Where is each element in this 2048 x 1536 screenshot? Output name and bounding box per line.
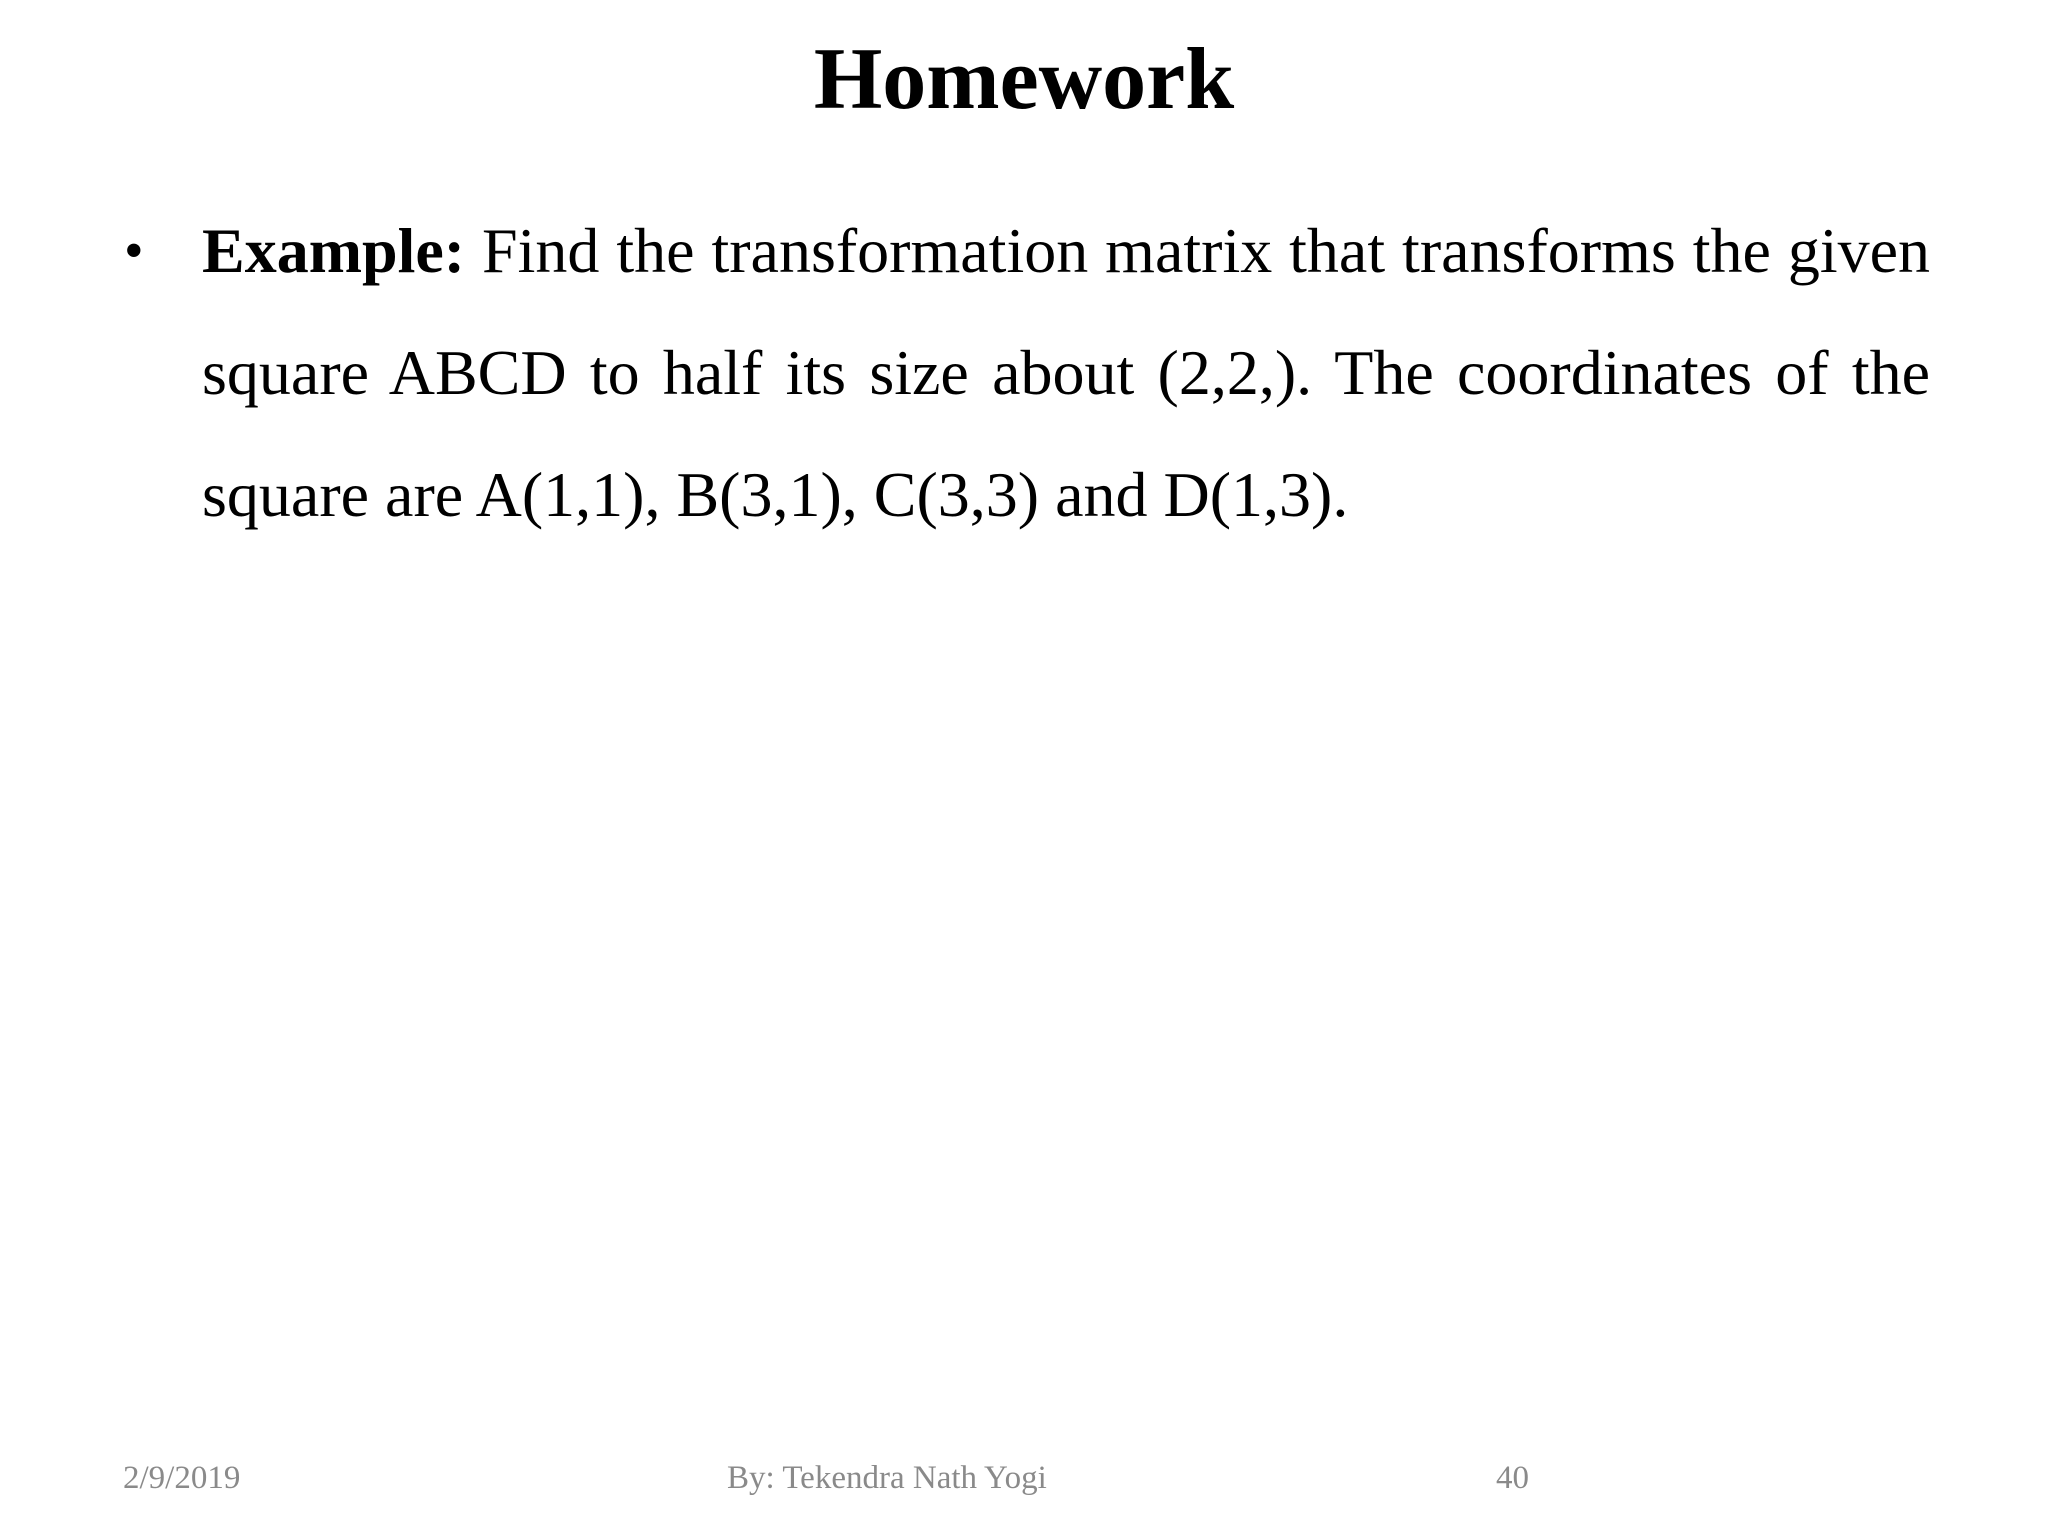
bullet-item-example	[120, 190, 1930, 556]
bullet-lead-label: Example:	[202, 215, 466, 286]
bullet-icon: •	[124, 220, 144, 282]
bullet-text: Find the transformation matrix that transforms the given square ABCD to half its size about (2,2,). The coordinates of the square are A(1,1), B(3,1), C(3,3) and D(1,3).	[202, 215, 1930, 530]
footer-page-number: 40	[1496, 1460, 1529, 1496]
footer-date: 2/9/2019	[123, 1460, 241, 1496]
footer-author: By: Tekendra Nath Yogi	[727, 1460, 1047, 1496]
bullet-list	[120, 190, 1930, 556]
slide-title: Homework	[813, 31, 1235, 128]
